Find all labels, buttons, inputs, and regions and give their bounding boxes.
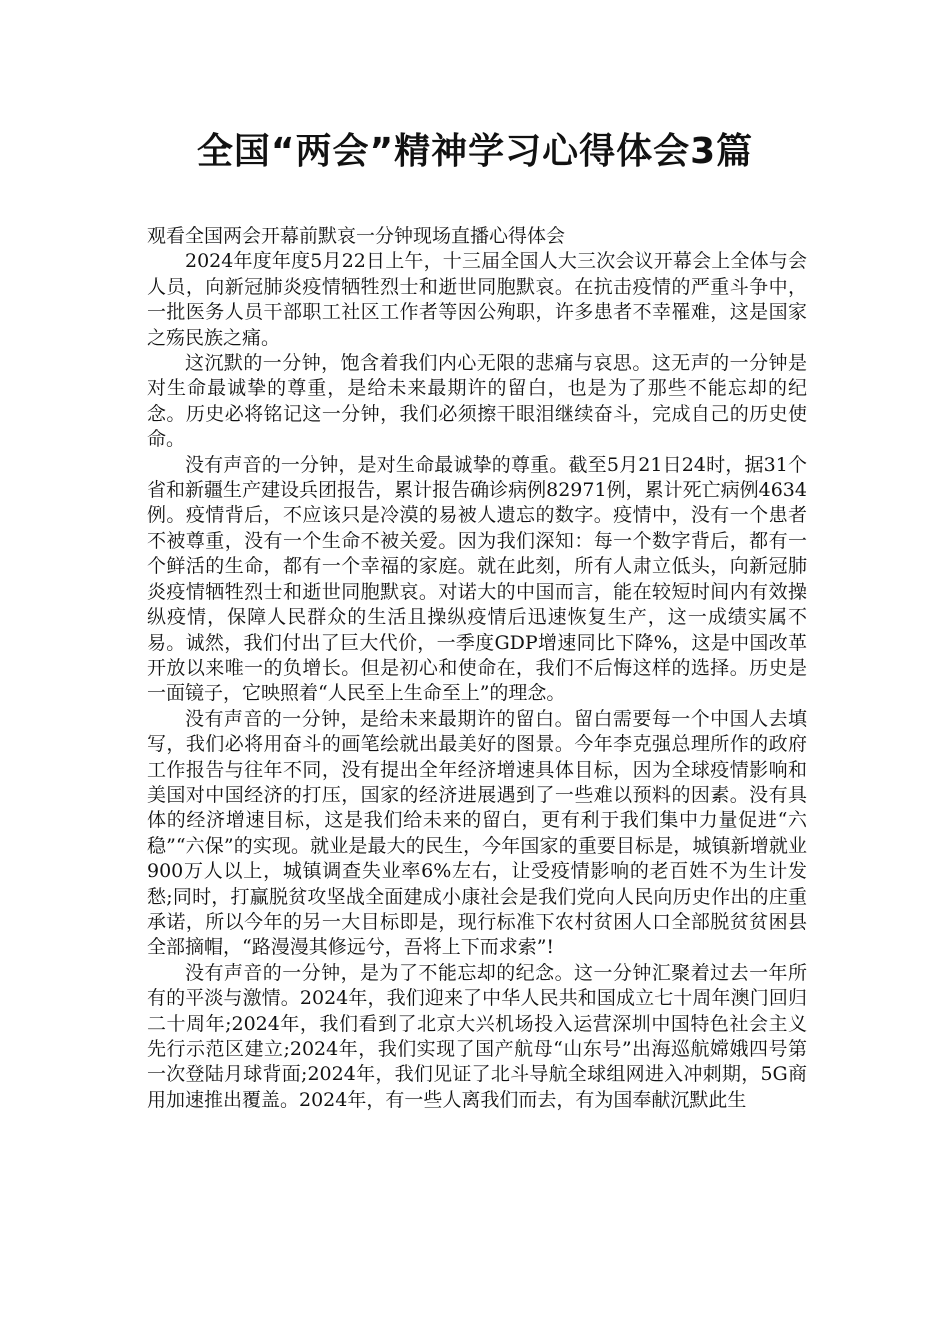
document-title: 全国“两会”精神学习心得体会3篇	[196, 131, 754, 172]
paragraph: 这沉默的一分钟，饱含着我们内心无限的悲痛与哀思。这无声的一分钟是对生命最诚挚的尊重，是给未来最期许的留白，也是为了那些不能忘却的纪念。历史必将铭记这一分钟，我们必须擦干眼泪继续奋斗，完成自己的历史使命。	[147, 352, 807, 451]
paragraph: 2024年度年度5月22日上午，十三届全国人大三次会议开幕会上全体与会人员，向新冠肺炎疫情牺牲烈士和逝世同胞默哀。在抗击疫情的严重斗争中，一批医务人员干部职工社区工作者等因公殉职，许多患者不幸罹难，这是国家之殇民族之痛。	[147, 250, 807, 349]
paragraph: 没有声音的一分钟，是给未来最期许的留白。留白需要每一个中国人去填写，我们必将用奋斗的画笔绘就出最美好的图景。今年李克强总理所作的政府工作报告与往年不同，没有提出全年经济增速具体目标，因为全球疫情影响和美国对中国经济的打压，国家的经济进展遇到了一些难以预料的因素。没有具体的经济增速目标，这是我们给未来的留白，更有利于我们集中力量促进“六稳”“六保”的实现。就业是最大的民生，今年国家的重要目标是，城镇新增就业900万人以上，城镇调查失业率6%左右，让受疫情影响的老百姓不为生计发愁;同时，打赢脱贫攻坚战全面建成小康社会是我们党向人民向历史作出的庄重承诺，所以今年的另一大目标即是，现行标准下农村贫困人口全部脱贫贫困县全部摘帽，“路漫漫其修远兮，吾将上下而求索”!	[147, 707, 807, 959]
section-subtitle: 观看全国两会开幕前默哀一分钟现场直播心得体会	[147, 225, 566, 247]
paragraph: 没有声音的一分钟，是对生命最诚挚的尊重。截至5月21日24时，据31个省和新疆生产建设兵团报告，累计报告确诊病例82971例，累计死亡病例4634例。疫情背后，不应该只是冷漠的易被人遗忘的数字。疫情中，没有一个患者不被尊重，没有一个生命不被关爱。因为我们深知：每一个数字背后，都有一个鲜活的生命，都有一个幸福的家庭。就在此刻，所有人肃立低头，向新冠肺炎疫情牺牲烈士和逝世同胞默哀。对诺大的中国而言，能在较短时间内有效操纵疫情，保障人民群众的生活且操纵疫情后迅速恢复生产，这一成绩实属不易。诚然，我们付出了巨大代价，一季度GDP增速同比下降%，这是中国改革开放以来唯一的负增长。但是初心和使命在，我们不后悔这样的选择。历史是一面镜子，它映照着“人民至上生命至上”的理念。	[147, 453, 807, 705]
document-body	[147, 224, 807, 1113]
paragraph: 没有声音的一分钟，是为了不能忘却的纪念。这一分钟汇聚着过去一年所有的平淡与激情。2024年，我们迎来了中华人民共和国成立七十周年澳门回归二十周年;2024年，我们看到了北京大兴机场投入运营深圳中国特色社会主义先行示范区建立;2024年，我们实现了国产航母“山东号”出海巡航嫦娥四号第一次登陆月球背面;2024年，我们见证了北斗导航全球组网进入冲刺期，5G商用加速推出覆盖。2024年，有一些人离我们而去，有为国奉献沉默此生	[147, 961, 807, 1111]
